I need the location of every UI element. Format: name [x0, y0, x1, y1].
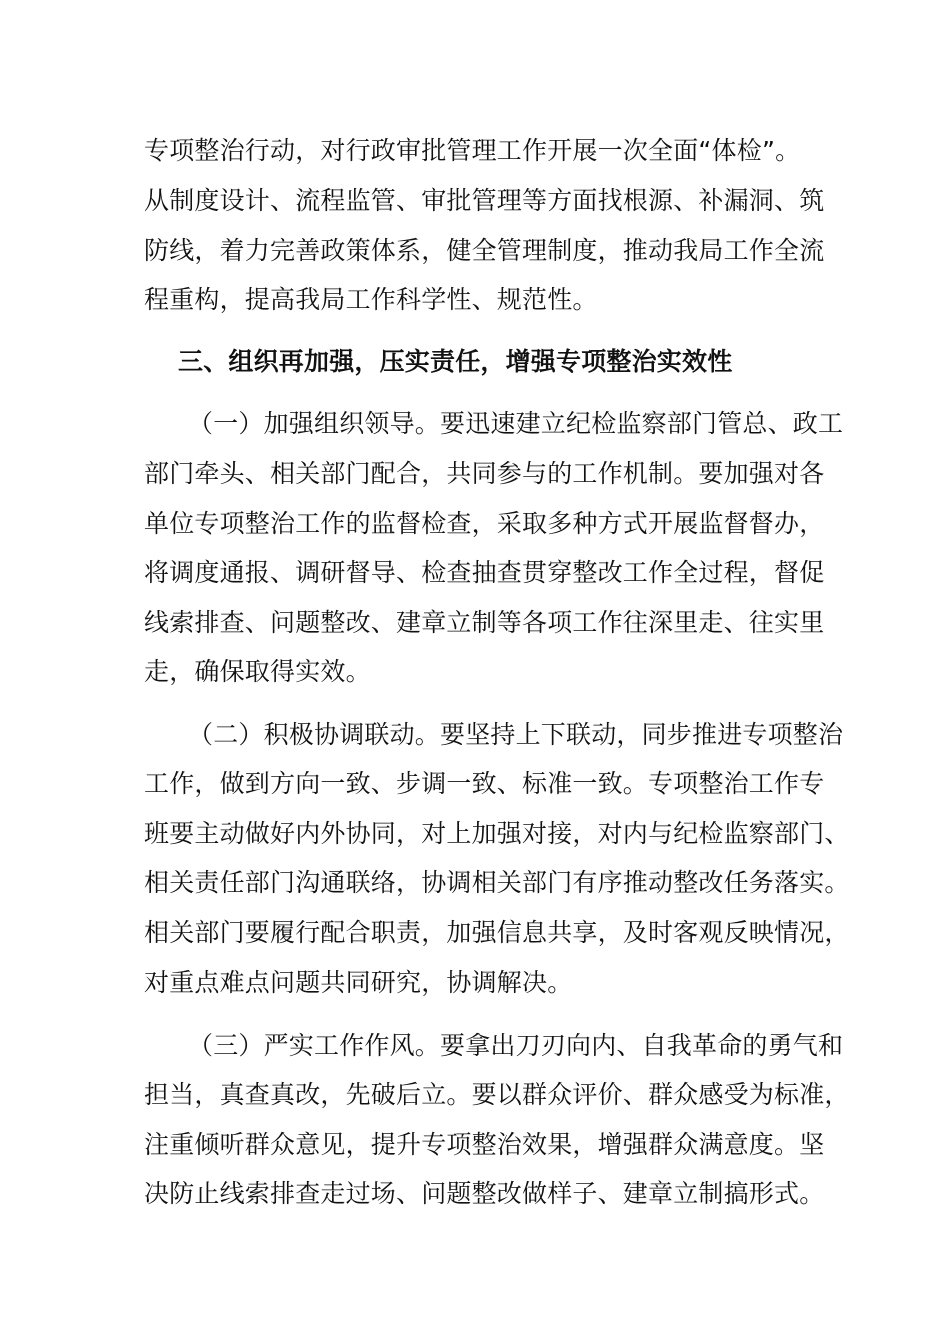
paragraph-line: （二）积极协调联动。要坚持上下联动，同步推进专项整治 — [188, 720, 844, 749]
paragraph-line: 相关部门要履行配合职责，加强信息共享，及时客观反映情况， — [144, 918, 850, 947]
paragraph-line: 部门牵头、相关部门配合，共同参与的工作机制。要加强对各 — [144, 459, 825, 488]
paragraph-line: 相关责任部门沟通联络，协调相关部门有序推动整改任务落实。 — [144, 868, 850, 897]
paragraph-line: 注重倾听群众意见，提升专项整治效果，增强群众满意度。坚 — [144, 1130, 825, 1159]
paragraph-line: （一）加强组织领导。要迅速建立纪检监察部门管总、政工 — [188, 409, 844, 438]
paragraph-line: 担当，真查真改，先破后立。要以群众评价、群众感受为标准， — [144, 1080, 850, 1109]
paragraph-line: （三）严实工作作风。要拿出刀刃向内、自我革命的勇气和 — [188, 1031, 844, 1060]
paragraph-line: 从制度设计、流程监管、审批管理等方面找根源、补漏洞、筑 — [144, 186, 825, 215]
paragraph-line: 班要主动做好内外协同，对上加强对接，对内与纪检监察部门、 — [144, 819, 850, 848]
section-heading: 三、组织再加强，压实责任，增强专项整治实效性 — [178, 347, 733, 376]
paragraph-line: 对重点难点问题共同研究，协调解决。 — [144, 968, 573, 997]
paragraph-line: 工作，做到方向一致、步调一致、标准一致。专项整治工作专 — [144, 769, 825, 798]
paragraph-line: 防线，着力完善政策体系，健全管理制度，推动我局工作全流 — [144, 236, 825, 265]
paragraph-line: 程重构，提高我局工作科学性、规范性。 — [144, 285, 598, 314]
paragraph-line: 走，确保取得实效。 — [144, 657, 371, 686]
paragraph-line: 决防止线索排查走过场、问题整改做样子、建章立制搞形式。 — [144, 1179, 825, 1208]
paragraph-line: 线索排查、问题整改、建章立制等各项工作往深里走、往实里 — [144, 608, 825, 637]
paragraph-line: 将调度通报、调研督导、检查抽查贯穿整改工作全过程，督促 — [144, 558, 825, 587]
paragraph-line: 单位专项整治工作的监督检查，采取多种方式开展监督督办， — [144, 509, 825, 538]
paragraph-line: 专项整治行动，对行政审批管理工作开展一次全面“体检”。 — [144, 136, 801, 165]
